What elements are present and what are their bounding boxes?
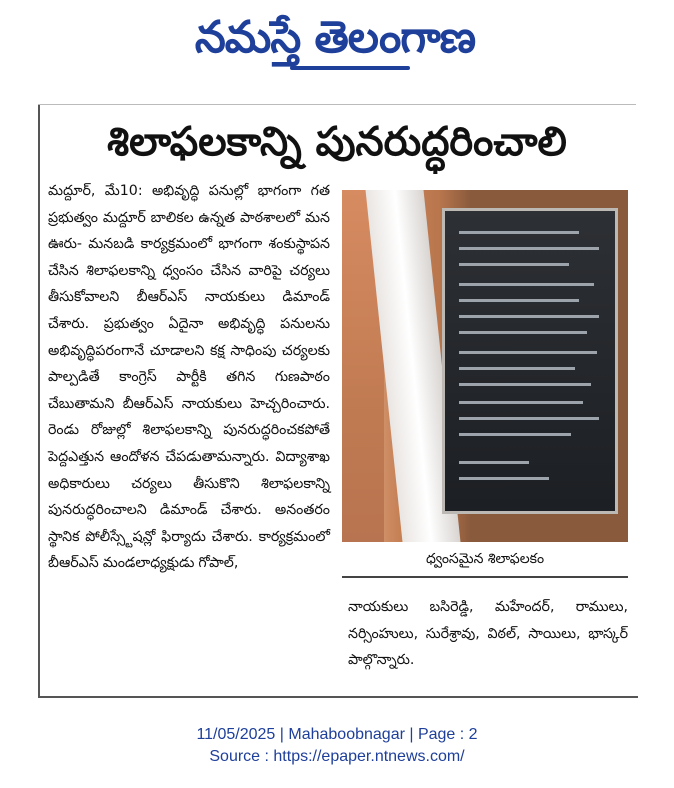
masthead-title: నమస్తే తెలంగాణ bbox=[194, 12, 476, 63]
article-paragraph-continued: నాయకులు బసిరెడ్డి, మహేందర్, రాములు, నర్సింహులు, సురేశ్రావు, విఠల్, సాయిలు, భాస్కర్ పాల్గొన్నారు. bbox=[348, 599, 628, 669]
article-body-right bbox=[348, 594, 628, 674]
footer-source-line[interactable]: Source : https://epaper.ntnews.com/ bbox=[209, 748, 465, 765]
article-paragraph: మద్దూర్, మే10: అభివృద్ధి పనుల్లో భాగంగా గత ప్రభుత్వం మద్దూర్ బాలికల ఉన్నత పాఠశాలలో మన ఊరు- మనబడి కార్యక్రమంలో భాగంగా శంకుస్థాపన చేసిన శిలాఫలకాన్ని ధ్వంసం చేసిన వారిపై చర్యలు తీసుకోవాలని బీఆర్ఎస్ నాయకులు డిమాండ్ చేశారు. ప్రభుత్వం ఏదైనా అభివృద్ధి పనులను అభివృద్ధిపరంగానే చూడాలని కక్ష సాధింపు చర్యలకు పాల్పడితే కాంగ్రెస్ పార్టీకి తగిన గుణపాఠం చేబుతామని బీఆర్ఎస్ నాయకులు హెచ్చరించారు. రెండు రోజుల్లో శిలాఫలకాన్ని పునరుద్ధరించకపోతే పెద్దఎత్తున ఆందోళన చేపడుతామన్నారు. విద్యాశాఖ అధికారులు చర్యలు తీసుకొని శిలాఫలకాన్ని పునరుద్ధరించాలని డిమాండ్ చేశారు. అనంతరం స్థానిక పోలీస్స్టేషన్లో ఫిర్యాదు చేశారు. కార్యక్రమంలో బీఆర్ఎస్ మండలాధ్యక్షుడు గోపాల్, bbox=[48, 183, 330, 572]
photo-foundation-plaque bbox=[442, 208, 618, 514]
article-headline: శిలాఫలకాన్ని పునరుద్ధరించాలి bbox=[107, 119, 567, 165]
article-top-rule bbox=[38, 104, 636, 105]
photo-caption: ధ్వంసమైన శిలాఫలకం bbox=[342, 542, 628, 578]
logo-underline bbox=[290, 66, 410, 70]
article-photo bbox=[342, 190, 628, 542]
page-footer bbox=[0, 724, 674, 768]
article-body-left bbox=[48, 178, 330, 577]
footer-edition-line: 11/05/2025 | Mahaboobnagar | Page : 2 bbox=[196, 726, 478, 743]
masthead-logo bbox=[0, 0, 674, 80]
